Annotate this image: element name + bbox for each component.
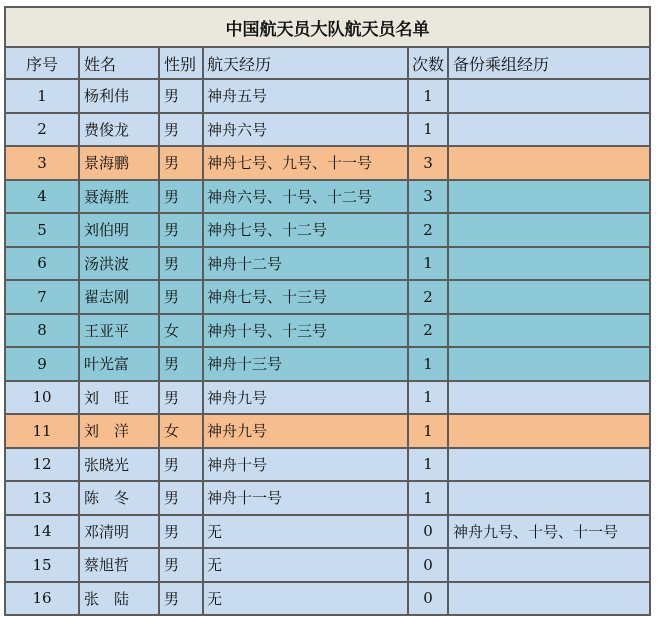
cell-experience: 神舟十一号 xyxy=(204,482,407,514)
cell-experience: 神舟七号、九号、十一号 xyxy=(204,147,407,179)
cell-number: 3 xyxy=(6,147,78,179)
column-header-backup: 备份乘组经历 xyxy=(449,48,649,78)
cell-count: 1 xyxy=(409,114,447,146)
cell-name: 聂海胜 xyxy=(80,181,158,213)
cell-experience: 神舟九号 xyxy=(204,415,407,447)
cell-backup xyxy=(449,382,649,414)
cell-experience: 神舟六号 xyxy=(204,114,407,146)
cell-sex: 女 xyxy=(160,315,202,347)
cell-experience: 神舟十号、十三号 xyxy=(204,315,407,347)
column-header-number: 序号 xyxy=(6,48,78,78)
cell-sex: 男 xyxy=(160,214,202,246)
cell-backup xyxy=(449,248,649,280)
cell-name: 蔡旭哲 xyxy=(80,549,158,581)
cell-number: 12 xyxy=(6,449,78,481)
cell-name: 汤洪波 xyxy=(80,248,158,280)
cell-count: 1 xyxy=(409,348,447,380)
cell-count: 0 xyxy=(409,583,447,615)
cell-sex: 男 xyxy=(160,147,202,179)
table-row xyxy=(6,583,649,615)
cell-name: 叶光富 xyxy=(80,348,158,380)
cell-experience: 神舟五号 xyxy=(204,80,407,112)
cell-number: 9 xyxy=(6,348,78,380)
cell-backup xyxy=(449,549,649,581)
cell-number: 11 xyxy=(6,415,78,447)
cell-name: 邓清明 xyxy=(80,516,158,548)
cell-number: 8 xyxy=(6,315,78,347)
cell-backup xyxy=(449,482,649,514)
cell-backup xyxy=(449,315,649,347)
cell-experience: 神舟七号、十三号 xyxy=(204,281,407,313)
cell-sex: 男 xyxy=(160,248,202,280)
cell-number: 2 xyxy=(6,114,78,146)
cell-name: 费俊龙 xyxy=(80,114,158,146)
cell-backup xyxy=(449,415,649,447)
column-header-count: 次数 xyxy=(409,48,447,78)
cell-backup xyxy=(449,181,649,213)
table-row xyxy=(6,449,649,481)
cell-count: 1 xyxy=(409,415,447,447)
table-row xyxy=(6,114,649,146)
cell-name: 杨利伟 xyxy=(80,80,158,112)
cell-count: 1 xyxy=(409,382,447,414)
cell-backup xyxy=(449,114,649,146)
cell-number: 10 xyxy=(6,382,78,414)
cell-backup xyxy=(449,147,649,179)
cell-sex: 男 xyxy=(160,549,202,581)
cell-experience: 神舟十号 xyxy=(204,449,407,481)
cell-experience: 神舟十三号 xyxy=(204,348,407,380)
cell-experience: 神舟六号、十号、十二号 xyxy=(204,181,407,213)
cell-number: 5 xyxy=(6,214,78,246)
header-row xyxy=(6,48,649,78)
table-title: 中国航天员大队航天员名单 xyxy=(6,8,649,46)
cell-backup xyxy=(449,348,649,380)
cell-number: 1 xyxy=(6,80,78,112)
cell-backup xyxy=(449,281,649,313)
cell-backup xyxy=(449,449,649,481)
table-row xyxy=(6,315,649,347)
cell-number: 6 xyxy=(6,248,78,280)
cell-backup xyxy=(449,80,649,112)
cell-experience: 神舟九号 xyxy=(204,382,407,414)
column-header-experience: 航天经历 xyxy=(204,48,407,78)
cell-name: 翟志刚 xyxy=(80,281,158,313)
table-row xyxy=(6,80,649,112)
cell-name: 王亚平 xyxy=(80,315,158,347)
table-row xyxy=(6,214,649,246)
cell-number: 4 xyxy=(6,181,78,213)
cell-sex: 女 xyxy=(160,415,202,447)
cell-name: 张晓光 xyxy=(80,449,158,481)
cell-count: 0 xyxy=(409,549,447,581)
cell-count: 1 xyxy=(409,482,447,514)
cell-sex: 男 xyxy=(160,482,202,514)
cell-name: 景海鹏 xyxy=(80,147,158,179)
cell-count: 2 xyxy=(409,281,447,313)
cell-experience: 无 xyxy=(204,583,407,615)
column-header-name: 姓名 xyxy=(80,48,158,78)
cell-number: 14 xyxy=(6,516,78,548)
cell-sex: 男 xyxy=(160,348,202,380)
cell-name: 刘 旺 xyxy=(80,382,158,414)
cell-experience: 无 xyxy=(204,516,407,548)
cell-experience: 神舟七号、十二号 xyxy=(204,214,407,246)
cell-count: 3 xyxy=(409,147,447,179)
cell-name: 陈 冬 xyxy=(80,482,158,514)
astronaut-table xyxy=(4,6,651,616)
table-row xyxy=(6,482,649,514)
cell-number: 7 xyxy=(6,281,78,313)
cell-backup xyxy=(449,214,649,246)
cell-experience: 无 xyxy=(204,549,407,581)
cell-number: 16 xyxy=(6,583,78,615)
table-row xyxy=(6,382,649,414)
cell-sex: 男 xyxy=(160,281,202,313)
cell-sex: 男 xyxy=(160,449,202,481)
cell-count: 1 xyxy=(409,449,447,481)
cell-number: 13 xyxy=(6,482,78,514)
cell-backup xyxy=(449,583,649,615)
cell-sex: 男 xyxy=(160,80,202,112)
cell-name: 刘伯明 xyxy=(80,214,158,246)
cell-count: 3 xyxy=(409,181,447,213)
table-row xyxy=(6,248,649,280)
table-row xyxy=(6,281,649,313)
cell-number: 15 xyxy=(6,549,78,581)
cell-backup: 神舟九号、十号、十一号 xyxy=(449,516,649,548)
cell-name: 张 陆 xyxy=(80,583,158,615)
cell-count: 2 xyxy=(409,214,447,246)
cell-count: 1 xyxy=(409,248,447,280)
cell-experience: 神舟十二号 xyxy=(204,248,407,280)
cell-sex: 男 xyxy=(160,114,202,146)
table-row xyxy=(6,348,649,380)
table-row xyxy=(6,516,649,548)
table-row xyxy=(6,147,649,179)
table-row xyxy=(6,415,649,447)
cell-sex: 男 xyxy=(160,382,202,414)
table-row xyxy=(6,549,649,581)
cell-sex: 男 xyxy=(160,583,202,615)
cell-count: 1 xyxy=(409,80,447,112)
astronaut-table-container xyxy=(4,6,651,616)
cell-sex: 男 xyxy=(160,181,202,213)
table-row xyxy=(6,181,649,213)
cell-name: 刘 洋 xyxy=(80,415,158,447)
cell-count: 0 xyxy=(409,516,447,548)
table-body xyxy=(6,80,649,614)
column-header-sex: 性别 xyxy=(160,48,202,78)
cell-count: 2 xyxy=(409,315,447,347)
cell-sex: 男 xyxy=(160,516,202,548)
